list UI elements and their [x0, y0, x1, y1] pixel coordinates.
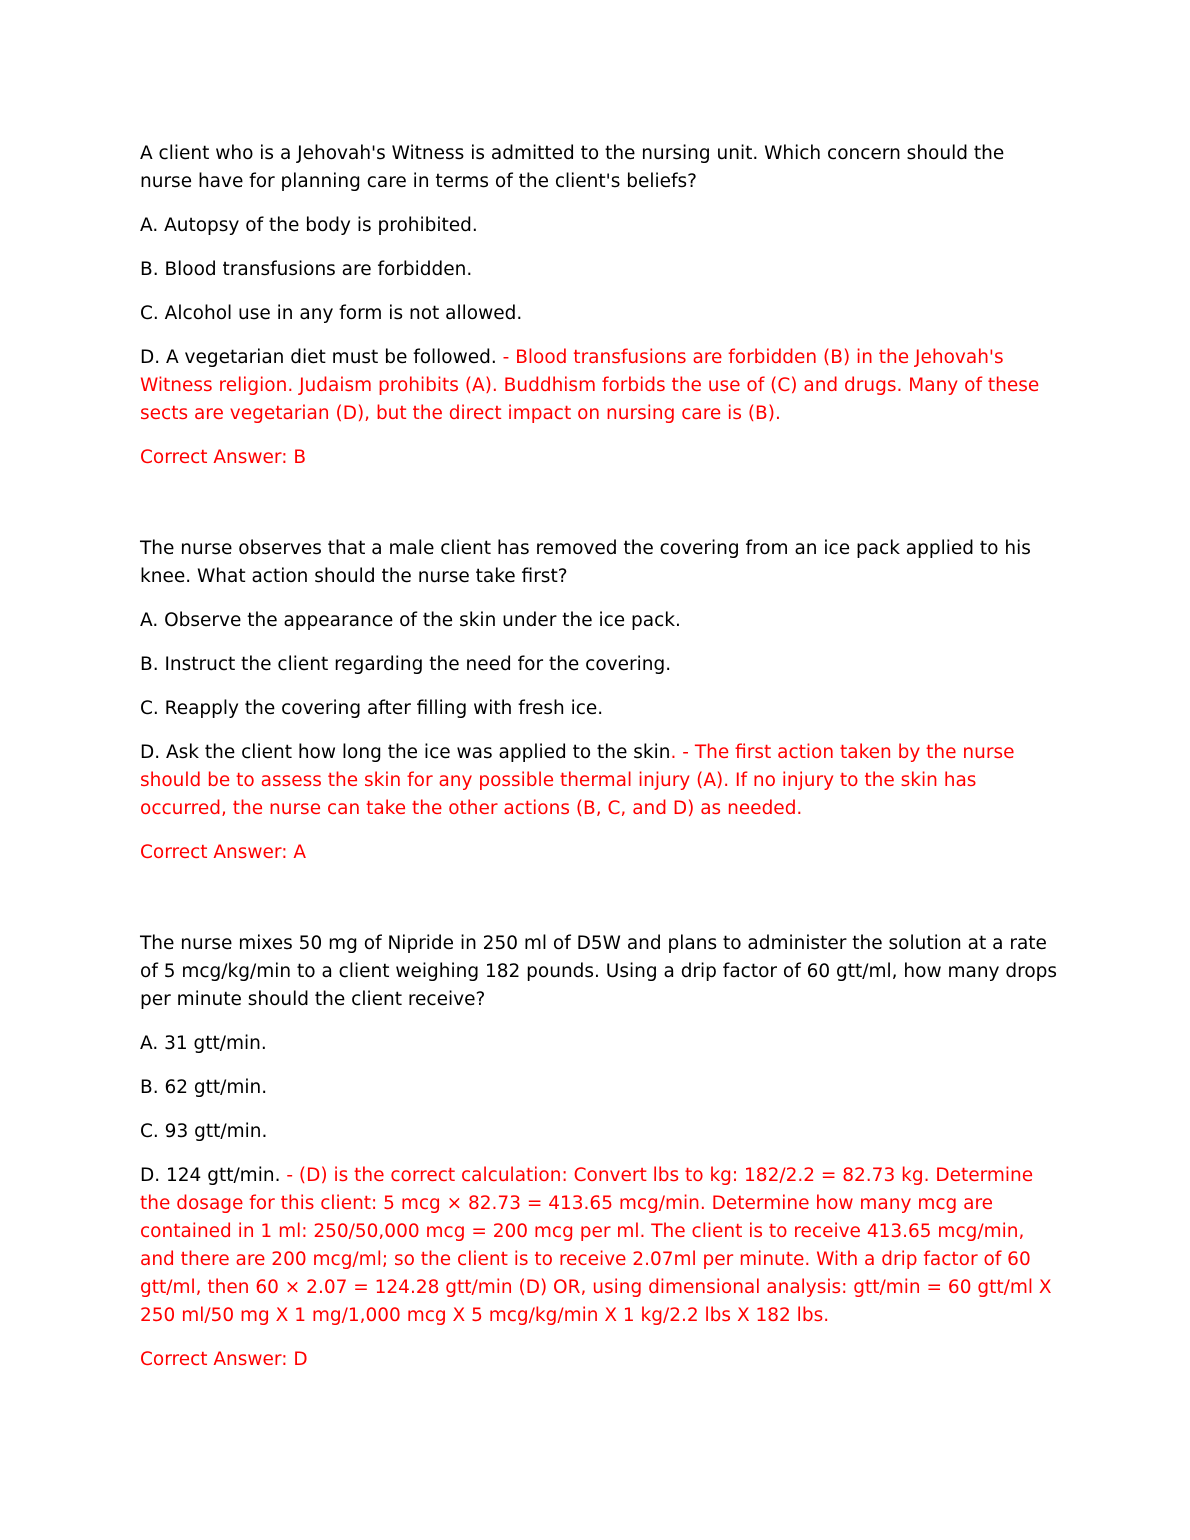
correct-answer: Correct Answer: B	[140, 447, 307, 468]
option-d: D. A vegetarian diet must be followed.	[140, 347, 497, 368]
option-a: A. 31 gtt/min.	[140, 1033, 267, 1054]
document-page	[140, 140, 1060, 1374]
option-a: A. Observe the appearance of the skin under the ice pack.	[140, 610, 681, 631]
rationale: - Blood transfusions are forbidden (B) in the Jehovah's Witness religion. Judaism prohibits (A). Buddhism forbids the use of (C) and drugs. Many of these sects are vegetarian (D), but the direct impact on nursing care is (B).	[140, 347, 1040, 424]
option-c: C. 93 gtt/min.	[140, 1121, 268, 1142]
rationale: . - The first action taken by the nurse should be to assess the skin for any possible thermal injury (A). If no injury to the skin has occurred, the nurse can take the other actions (B, C, and D) as needed.	[140, 742, 1015, 819]
question-stem: The nurse mixes 50 mg of Nipride in 250 ml of D5W and plans to administer the solution at a rate of 5 mcg/kg/min to a client weighing 182 pounds. Using a drip factor of 60 gtt/ml, how many drops per minute should the client receive?	[140, 933, 1058, 1010]
question-3	[140, 930, 1060, 1374]
option-b: B. Instruct the client regarding the need for the covering.	[140, 654, 672, 675]
option-d-with-rationale	[140, 1162, 1060, 1330]
option-d-with-rationale	[140, 344, 1060, 428]
question-stem: The nurse observes that a male client has removed the covering from an ice pack applied to his knee. What action should the nurse take first?	[140, 538, 1031, 587]
question-stem: A client who is a Jehovah's Witness is admitted to the nursing unit. Which concern should the nurse have for planning care in terms of the client's beliefs?	[140, 143, 1005, 192]
option-d: D. Ask the client how long the ice was applied to the skin	[140, 742, 671, 763]
option-a: A. Autopsy of the body is prohibited.	[140, 215, 478, 236]
option-d-with-rationale	[140, 739, 1060, 823]
question-1	[140, 140, 1060, 472]
question-2	[140, 535, 1060, 867]
option-b: B. 62 gtt/min.	[140, 1077, 268, 1098]
option-b: B. Blood transfusions are forbidden.	[140, 259, 473, 280]
option-c: C. Alcohol use in any form is not allowed.	[140, 303, 523, 324]
option-c: C. Reapply the covering after filling with fresh ice.	[140, 698, 604, 719]
correct-answer: Correct Answer: A	[140, 842, 306, 863]
rationale: - (D) is the correct calculation: Convert lbs to kg: 182/2.2 = 82.73 kg. Determine the dosage for this client: 5 mcg × 82.73 = 413.65 mcg/min. Determine how many mcg are contained in 1 ml: 250/50,000 mcg = 200 mcg per ml. The client is to receive 413.65 mcg/min, and there are 200 mcg/ml; so the client is to receive 2.07ml per minute. With a drip factor of 60 gtt/ml, then 60 × 2.07 = 124.28 gtt/min (D) OR, using dimensional analysis: gtt/min = 60 gtt/ml X 250 ml/50 mg X 1 mg/1,000 mcg X 5 mcg/kg/min X 1 kg/2.2 lbs X 182 lbs.	[140, 1165, 1052, 1326]
option-d: D. 124 gtt/min.	[140, 1165, 281, 1186]
correct-answer: Correct Answer: D	[140, 1349, 308, 1370]
